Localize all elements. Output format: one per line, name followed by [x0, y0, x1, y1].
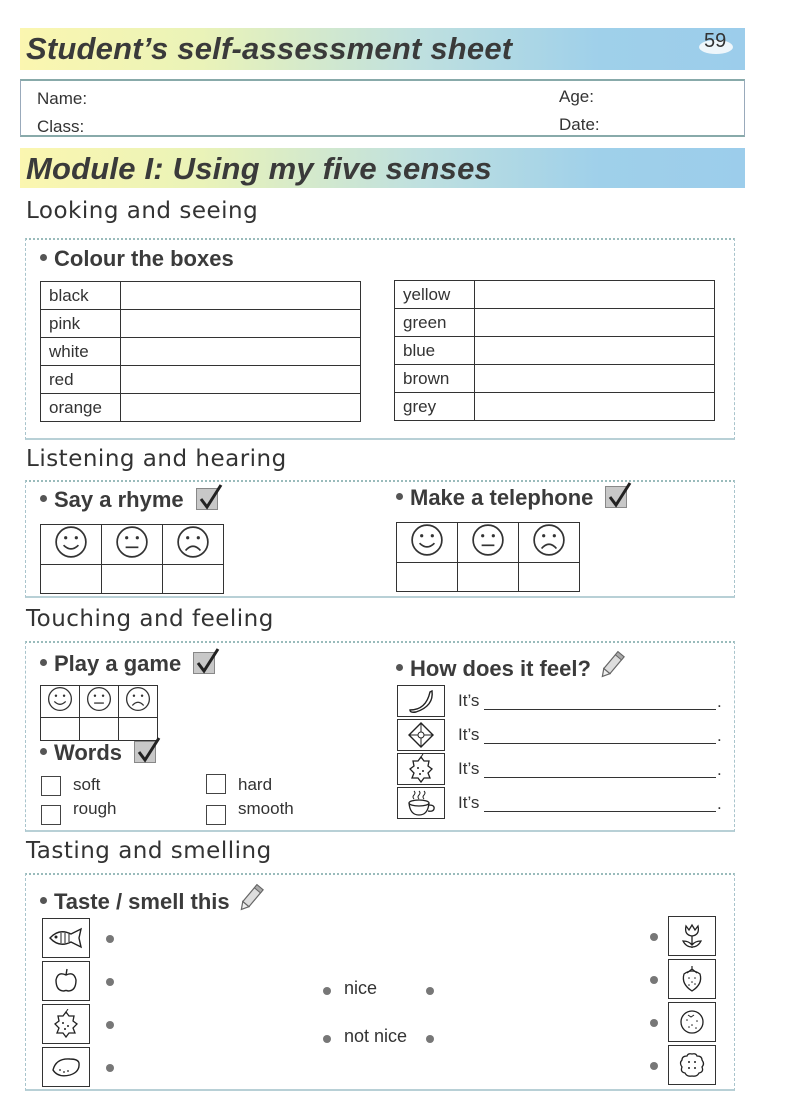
class-label: Class: [37, 117, 85, 136]
colour-name: brown [395, 365, 475, 393]
face-cell [119, 686, 158, 718]
section-heading-listening: Listening and hearing [26, 446, 287, 472]
task-taste-smell [40, 884, 264, 922]
name-label: Name: [37, 89, 88, 108]
colour-name: pink [41, 310, 121, 338]
section-heading-touching: Touching and feeling [26, 606, 274, 632]
rating-table-telephone [396, 522, 580, 592]
colour-name: orange [41, 394, 121, 422]
period: . [717, 794, 722, 813]
colour-name: red [41, 366, 121, 394]
happy-face-icon [54, 525, 88, 564]
rating-box[interactable] [397, 563, 458, 592]
tick-box-icon [193, 652, 215, 674]
colour-row [41, 282, 361, 310]
tick-box-icon [134, 741, 156, 763]
word-soft: soft [73, 775, 101, 794]
task-label: How does it feel? [410, 655, 591, 681]
sad-face-icon [176, 525, 210, 564]
colour-name: grey [395, 393, 475, 421]
orange-icon [668, 1002, 716, 1042]
period: . [717, 726, 722, 745]
checkbox-hard[interactable] [206, 774, 226, 794]
its-label: It’s [458, 793, 480, 812]
happy-face-icon [410, 523, 444, 562]
rating-box[interactable] [80, 718, 119, 741]
its-label: It’s [458, 691, 480, 710]
pencil-icon [599, 649, 625, 687]
cookie-icon [668, 1045, 716, 1085]
colour-row [395, 337, 715, 365]
sad-face-icon [532, 523, 566, 562]
colour-row [41, 394, 361, 422]
face-cell [163, 525, 224, 565]
face-cell [102, 525, 163, 565]
colour-fill-box[interactable] [475, 281, 715, 309]
colour-fill-box[interactable] [121, 338, 361, 366]
option-not-nice: not nice [344, 1026, 408, 1046]
rating-box[interactable] [41, 718, 80, 741]
module-title: Module I: Using my five senses [26, 151, 492, 186]
looking-panel [25, 238, 735, 440]
colour-row [395, 393, 715, 421]
colour-name: black [41, 282, 121, 310]
task-label: Make a telephone [410, 485, 594, 510]
listening-panel [25, 480, 735, 598]
task-label: Play a game [54, 651, 182, 676]
task-label: Words [54, 740, 123, 765]
tick-box-icon [605, 486, 627, 508]
task-colour-boxes [40, 246, 234, 272]
section-heading-tasting: Tasting and smelling [26, 838, 272, 864]
task-label: Taste / smell this [54, 888, 230, 914]
match-dot[interactable] [650, 976, 658, 984]
rating-table-rhyme [40, 524, 224, 594]
option-nice: nice [344, 978, 378, 998]
hot-cup-icon [397, 787, 445, 819]
task-how-does-it-feel [396, 651, 625, 689]
date-label: Date: [559, 115, 600, 134]
match-dot[interactable] [650, 1062, 658, 1070]
colour-row [41, 338, 361, 366]
page-number-badge [699, 30, 733, 56]
colour-fill-box[interactable] [475, 393, 715, 421]
match-dot[interactable] [106, 935, 114, 943]
rating-box[interactable] [41, 565, 102, 594]
rating-box[interactable] [102, 565, 163, 594]
rating-box[interactable] [519, 563, 580, 592]
colour-name: white [41, 338, 121, 366]
colour-row [395, 365, 715, 393]
match-dot[interactable] [426, 987, 434, 995]
answer-line[interactable] [484, 743, 716, 744]
colour-row [395, 309, 715, 337]
neutral-face-icon [115, 525, 149, 564]
colour-name: yellow [395, 281, 475, 309]
face-cell [80, 686, 119, 718]
sad-face-icon [125, 686, 151, 717]
match-dot[interactable] [106, 1021, 114, 1029]
task-words [40, 740, 156, 766]
period: . [717, 760, 722, 779]
colour-fill-box[interactable] [475, 365, 715, 393]
checkbox-smooth[interactable] [206, 805, 226, 825]
student-info-box [20, 79, 745, 137]
neutral-face-icon [86, 686, 112, 717]
task-label: Colour the boxes [54, 246, 234, 271]
its-label: It’s [458, 725, 480, 744]
colour-fill-box[interactable] [121, 282, 361, 310]
face-cell [519, 523, 580, 563]
tasting-panel [25, 873, 735, 1091]
colour-name: blue [395, 337, 475, 365]
checkbox-rough[interactable] [41, 805, 61, 825]
colour-fill-box[interactable] [475, 309, 715, 337]
match-dot[interactable] [323, 987, 331, 995]
answer-line[interactable] [484, 811, 716, 812]
match-dot[interactable] [106, 1064, 114, 1072]
word-smooth: smooth [238, 799, 294, 818]
task-label: Say a rhyme [54, 487, 184, 512]
answer-line[interactable] [484, 777, 716, 778]
section-heading-looking: Looking and seeing [26, 198, 259, 224]
its-label: It’s [458, 759, 480, 778]
title-band [20, 28, 745, 70]
match-dot[interactable] [323, 1035, 331, 1043]
colour-fill-box[interactable] [475, 337, 715, 365]
touching-panel [25, 641, 735, 832]
rating-table-game [40, 685, 158, 741]
colour-row [395, 281, 715, 309]
checkbox-soft[interactable] [41, 776, 61, 796]
page-title: Student’s self-assessment sheet [26, 31, 513, 66]
rating-box[interactable] [458, 563, 519, 592]
banana-icon [397, 685, 445, 717]
lemon-icon [42, 1047, 90, 1087]
colour-name: green [395, 309, 475, 337]
module-band [20, 148, 745, 188]
flower-icon [668, 916, 716, 956]
match-dot[interactable] [426, 1035, 434, 1043]
colour-row [41, 366, 361, 394]
answer-line[interactable] [484, 709, 716, 710]
face-cell [41, 525, 102, 565]
period: . [717, 692, 722, 711]
fish-icon [42, 918, 90, 958]
match-dot[interactable] [650, 1019, 658, 1027]
face-cell [397, 523, 458, 563]
word-rough: rough [73, 799, 117, 818]
happy-face-icon [47, 686, 73, 717]
pencil-icon [238, 882, 264, 920]
colour-table-left [40, 281, 361, 422]
match-dot[interactable] [106, 978, 114, 986]
task-make-telephone [396, 485, 627, 511]
colour-table-right [394, 280, 715, 421]
durian-icon [42, 1004, 90, 1044]
strawberry-icon [668, 959, 716, 999]
colour-row [41, 310, 361, 338]
page-number: 59 [704, 30, 727, 52]
apple-icon [42, 961, 90, 1001]
match-dot[interactable] [650, 933, 658, 941]
colour-fill-box[interactable] [121, 394, 361, 422]
tick-box-icon [196, 488, 218, 510]
neutral-face-icon [471, 523, 505, 562]
task-play-game [40, 651, 215, 677]
word-hard: hard [238, 775, 273, 794]
face-cell [41, 686, 80, 718]
colour-fill-box[interactable] [121, 310, 361, 338]
rating-box[interactable] [163, 565, 224, 594]
envelope-icon [397, 719, 445, 751]
age-label: Age: [559, 87, 594, 106]
task-say-a-rhyme [40, 487, 218, 513]
face-cell [458, 523, 519, 563]
durian-icon [397, 753, 445, 785]
colour-fill-box[interactable] [121, 366, 361, 394]
